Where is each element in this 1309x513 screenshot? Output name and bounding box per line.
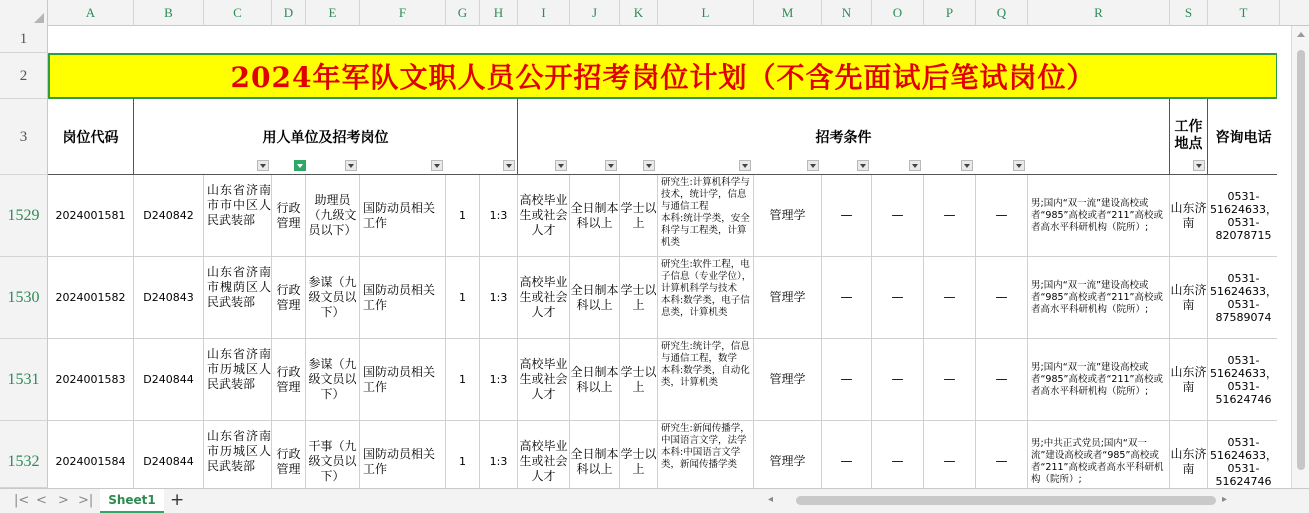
filter-dropdown-icon[interactable] xyxy=(345,160,357,171)
record-3-q-text: — xyxy=(995,372,1008,386)
filter-dropdown-icon[interactable] xyxy=(857,160,869,171)
record-3-majors[interactable] xyxy=(658,339,754,421)
record-3-phone[interactable] xyxy=(1208,339,1277,421)
scroll-up-icon[interactable] xyxy=(1297,32,1305,37)
record-1-majors-text: 研究生:计算机科学与技术，统计学，信息与通信工程 本科:统计学类，安全科学与工程类，计算机类 xyxy=(661,177,750,248)
header-work-place-text: 工作地点 xyxy=(1174,119,1203,152)
record-4-code[interactable] xyxy=(48,421,134,488)
record-1-unit-code-text: D240842 xyxy=(143,209,194,222)
record-4-p-text: — xyxy=(943,454,956,468)
sheet-title: 2024年军队文职人员公开招考岗位计划（不含先面试后笔试岗位） xyxy=(230,61,1096,94)
record-4-unit[interactable] xyxy=(204,421,272,488)
record-3-unit[interactable] xyxy=(204,339,272,421)
column-header-e[interactable]: E xyxy=(306,0,360,26)
record-2-code[interactable] xyxy=(48,257,134,339)
record-1-major-field-text: 国防动员相关工作 xyxy=(363,200,436,230)
record-4-degree-text: 学士以上 xyxy=(620,446,657,476)
record-4-n[interactable] xyxy=(822,421,872,488)
record-4-ratio-text: 1:3 xyxy=(489,455,508,468)
column-header-n[interactable]: N xyxy=(822,0,872,26)
record-1-q[interactable] xyxy=(976,175,1028,257)
record-2-o-text: — xyxy=(891,290,904,304)
record-4-major-field-text: 国防动员相关工作 xyxy=(363,446,436,476)
header-post-code[interactable] xyxy=(48,99,134,175)
header-unit-and-post[interactable] xyxy=(134,99,518,175)
record-3-other[interactable] xyxy=(1028,339,1170,421)
filter-dropdown-icon[interactable] xyxy=(503,160,515,171)
record-2-ratio-text: 1:3 xyxy=(489,291,508,304)
filter-dropdown-icon[interactable] xyxy=(555,160,567,171)
record-1-count[interactable] xyxy=(446,175,480,257)
first-sheet-icon[interactable]: |< xyxy=(14,493,30,508)
record-3-source[interactable] xyxy=(518,339,570,421)
column-header-c[interactable]: C xyxy=(204,0,272,26)
filter-dropdown-icon[interactable] xyxy=(1193,160,1205,171)
record-4-education[interactable] xyxy=(570,421,620,488)
column-header-bar xyxy=(0,0,1309,26)
record-1-n[interactable] xyxy=(822,175,872,257)
record-2-other[interactable] xyxy=(1028,257,1170,339)
record-3-o[interactable] xyxy=(872,339,924,421)
record-3-ratio[interactable] xyxy=(480,339,518,421)
record-1-education-text: 全日制本科以上 xyxy=(570,200,619,230)
record-4-degree[interactable] xyxy=(620,421,658,488)
record-3-source-text: 高校毕业生或社会人才 xyxy=(519,357,568,401)
record-3-phone-text: 0531-51624633，0531-51624746 xyxy=(1210,353,1277,406)
filter-dropdown-icon[interactable] xyxy=(643,160,655,171)
record-4-o[interactable] xyxy=(872,421,924,488)
row-header-1532[interactable]: 1532 xyxy=(0,421,48,488)
header-phone[interactable] xyxy=(1208,99,1277,175)
add-sheet-button[interactable]: + xyxy=(170,490,185,510)
record-4-source-text: 高校毕业生或社会人才 xyxy=(519,439,568,483)
column-header-j[interactable]: J xyxy=(570,0,620,26)
filter-dropdown-icon[interactable] xyxy=(739,160,751,171)
column-header-s[interactable]: S xyxy=(1170,0,1208,26)
record-3-q[interactable] xyxy=(976,339,1028,421)
record-1-code-text: 2024001581 xyxy=(55,209,126,222)
record-3-other-text: 男;国内“双一流”建设高校或者“985”高校或者“211”高校或者高水平科研机构（院所）; xyxy=(1031,361,1163,397)
record-1-source[interactable] xyxy=(518,175,570,257)
column-header-g[interactable]: G xyxy=(446,0,480,26)
record-2-phone[interactable] xyxy=(1208,257,1277,339)
record-4-place[interactable] xyxy=(1170,421,1208,488)
record-4-place-text: 山东济南 xyxy=(1170,446,1207,476)
record-3-major-field[interactable] xyxy=(360,339,446,421)
record-1-p[interactable] xyxy=(924,175,976,257)
record-2-degree-text: 学士以上 xyxy=(620,282,657,312)
record-4-phone[interactable] xyxy=(1208,421,1277,488)
record-2-education-text: 全日制本科以上 xyxy=(570,282,619,312)
record-2-count[interactable] xyxy=(446,257,480,339)
record-2-major-field[interactable] xyxy=(360,257,446,339)
record-3-n[interactable] xyxy=(822,339,872,421)
record-4-other-text: 男;中共正式党员;国内“双一流”建设高校或者“985”高校或者“211”高校或者高水平科研机构（院所）; xyxy=(1031,437,1164,485)
scroll-left-icon[interactable]: ◂ xyxy=(768,494,774,505)
record-1-major-field[interactable] xyxy=(360,175,446,257)
record-4-o-text: — xyxy=(891,454,904,468)
record-1-p-text: — xyxy=(943,208,956,222)
row-header-1531[interactable]: 1531 xyxy=(0,339,48,421)
select-all-corner[interactable] xyxy=(0,0,48,26)
record-1-degree[interactable] xyxy=(620,175,658,257)
column-header-m[interactable]: M xyxy=(754,0,822,26)
record-1-subject[interactable] xyxy=(754,175,822,257)
record-4-other[interactable] xyxy=(1028,421,1170,488)
header-post-code-text: 岗位代码 xyxy=(62,130,119,146)
scroll-thumb[interactable] xyxy=(1297,50,1305,470)
record-3-count-text: 1 xyxy=(459,373,466,386)
record-4-unit-text: 山东省济南市历城区人民武装部 xyxy=(207,429,271,473)
record-2-category[interactable] xyxy=(272,257,306,339)
record-1-unit-text: 山东省济南市市中区人民武装部 xyxy=(207,183,271,227)
record-4-unit-code[interactable] xyxy=(134,421,204,488)
row-header-1529[interactable]: 1529 xyxy=(0,175,48,257)
column-header-k[interactable]: K xyxy=(620,0,658,26)
record-3-p[interactable] xyxy=(924,339,976,421)
record-1-source-text: 高校毕业生或社会人才 xyxy=(519,193,568,237)
record-2-source[interactable] xyxy=(518,257,570,339)
record-3-unit-code[interactable] xyxy=(134,339,204,421)
record-4-q[interactable] xyxy=(976,421,1028,488)
column-header-p[interactable]: P xyxy=(924,0,976,26)
record-3-ratio-text: 1:3 xyxy=(489,373,508,386)
record-2-ratio[interactable] xyxy=(480,257,518,339)
record-1-code[interactable] xyxy=(48,175,134,257)
record-2-place-text: 山东济南 xyxy=(1170,282,1207,312)
record-1-category[interactable] xyxy=(272,175,306,257)
sheet-tab-sheet1[interactable]: Sheet1 xyxy=(100,489,164,513)
record-2-n-text: — xyxy=(840,290,853,304)
record-3-subject[interactable] xyxy=(754,339,822,421)
active-filter-icon[interactable] xyxy=(294,160,306,171)
record-1-majors[interactable] xyxy=(658,175,754,257)
sheet-tab-bar xyxy=(0,488,1309,513)
record-4-source[interactable] xyxy=(518,421,570,488)
record-4-education-text: 全日制本科以上 xyxy=(570,446,619,476)
prev-sheet-icon[interactable]: < xyxy=(36,493,47,508)
record-4-major-field[interactable] xyxy=(360,421,446,488)
record-2-education[interactable] xyxy=(570,257,620,339)
record-3-unit-text: 山东省济南市历城区人民武装部 xyxy=(207,347,271,391)
record-1-ratio-text: 1:3 xyxy=(489,209,508,222)
record-3-category[interactable] xyxy=(272,339,306,421)
record-2-n[interactable] xyxy=(822,257,872,339)
record-3-major-field-text: 国防动员相关工作 xyxy=(363,364,436,394)
record-2-majors-text: 研究生:软件工程，电子信息（专业学位），计算机科学与技术 本科:数学类，电子信息类，计算机类 xyxy=(661,259,752,318)
record-4-p[interactable] xyxy=(924,421,976,488)
record-1-post[interactable] xyxy=(306,175,360,257)
record-4-post[interactable] xyxy=(306,421,360,488)
record-3-code[interactable] xyxy=(48,339,134,421)
column-header-b[interactable]: B xyxy=(134,0,204,26)
record-4-code-text: 2024001584 xyxy=(55,455,126,468)
column-header-a[interactable]: A xyxy=(48,0,134,26)
filter-dropdown-icon[interactable] xyxy=(807,160,819,171)
record-4-n-text: — xyxy=(840,454,853,468)
record-4-count[interactable] xyxy=(446,421,480,488)
record-3-n-text: — xyxy=(840,372,853,386)
vertical-scrollbar[interactable] xyxy=(1291,26,1309,488)
record-3-count[interactable] xyxy=(446,339,480,421)
record-1-ratio[interactable] xyxy=(480,175,518,257)
record-4-count-text: 1 xyxy=(459,455,466,468)
record-4-q-text: — xyxy=(995,454,1008,468)
row-header-2[interactable]: 2 xyxy=(0,53,48,99)
record-4-majors[interactable] xyxy=(658,421,754,488)
record-1-other-text: 男;国内“双一流”建设高校或者“985”高校或者“211”高校或者高水平科研机构（院所）; xyxy=(1031,197,1163,233)
record-4-post-text: 干事（九级文员以下） xyxy=(308,439,357,483)
filter-dropdown-icon[interactable] xyxy=(909,160,921,171)
record-3-category-text: 行政管理 xyxy=(276,364,301,394)
record-1-phone[interactable] xyxy=(1208,175,1277,257)
column-header-q[interactable]: Q xyxy=(976,0,1028,26)
record-2-p-text: — xyxy=(943,290,956,304)
record-3-place[interactable] xyxy=(1170,339,1208,421)
record-1-place-text: 山东济南 xyxy=(1170,200,1207,230)
column-header-o[interactable]: O xyxy=(872,0,924,26)
record-2-subject-text: 管理学 xyxy=(769,290,806,304)
row-header-1530[interactable]: 1530 xyxy=(0,257,48,339)
header-phone-text: 咨询电话 xyxy=(1215,130,1272,146)
filter-dropdown-icon[interactable] xyxy=(1013,160,1025,171)
column-header-f[interactable]: F xyxy=(360,0,446,26)
record-2-unit-code-text: D240843 xyxy=(143,291,194,304)
record-1-other[interactable] xyxy=(1028,175,1170,257)
record-2-q[interactable] xyxy=(976,257,1028,339)
record-3-education-text: 全日制本科以上 xyxy=(570,364,619,394)
record-2-category-text: 行政管理 xyxy=(276,282,301,312)
record-1-subject-text: 管理学 xyxy=(769,208,806,222)
filter-dropdown-icon[interactable] xyxy=(431,160,443,171)
record-1-o-text: — xyxy=(891,208,904,222)
header-conditions-text: 招考条件 xyxy=(815,130,872,146)
column-header-i[interactable]: I xyxy=(518,0,570,26)
title-cell[interactable] xyxy=(48,53,1277,99)
record-3-majors-text: 研究生:统计学，信息与通信工程，数学 本科:数学类，自动化类，计算机类 xyxy=(661,341,750,388)
record-4-category[interactable] xyxy=(272,421,306,488)
horizontal-scroll-thumb[interactable] xyxy=(796,496,1216,505)
record-2-place[interactable] xyxy=(1170,257,1208,339)
record-2-majors[interactable] xyxy=(658,257,754,339)
record-2-other-text: 男;国内“双一流”建设高校或者“985”高校或者“211”高校或者高水平科研机构（院所）; xyxy=(1031,279,1163,315)
record-1-place[interactable] xyxy=(1170,175,1208,257)
row-header-1[interactable]: 1 xyxy=(0,26,48,53)
record-3-post[interactable] xyxy=(306,339,360,421)
record-1-q-text: — xyxy=(995,208,1008,222)
record-2-post-text: 参谋（九级文员以下） xyxy=(308,275,357,319)
record-2-code-text: 2024001582 xyxy=(55,291,126,304)
record-4-majors-text: 研究生:新闻传播学，中国语言文学，法学 本科:中国语言文学类，新闻传播学类 xyxy=(661,423,750,470)
record-4-phone-text: 0531-51624633，0531-51624746 xyxy=(1210,435,1277,488)
record-2-major-field-text: 国防动员相关工作 xyxy=(363,282,436,312)
record-2-degree[interactable] xyxy=(620,257,658,339)
next-sheet-icon[interactable]: > xyxy=(58,493,69,508)
record-1-count-text: 1 xyxy=(459,209,466,222)
column-header-t[interactable]: T xyxy=(1208,0,1280,26)
record-4-ratio[interactable] xyxy=(480,421,518,488)
record-3-degree-text: 学士以上 xyxy=(620,364,657,394)
record-2-p[interactable] xyxy=(924,257,976,339)
record-2-subject[interactable] xyxy=(754,257,822,339)
record-2-phone-text: 0531-51624633，0531-87589074 xyxy=(1210,271,1277,324)
record-2-unit[interactable] xyxy=(204,257,272,339)
record-4-subject[interactable] xyxy=(754,421,822,488)
record-4-unit-code-text: D240844 xyxy=(143,455,194,468)
record-1-category-text: 行政管理 xyxy=(276,200,301,230)
record-2-post[interactable] xyxy=(306,257,360,339)
record-3-o-text: — xyxy=(891,372,904,386)
column-header-l[interactable]: L xyxy=(658,0,754,26)
record-3-degree[interactable] xyxy=(620,339,658,421)
record-2-o[interactable] xyxy=(872,257,924,339)
record-3-unit-code-text: D240844 xyxy=(143,373,194,386)
record-2-unit-text: 山东省济南市槐荫区人民武装部 xyxy=(207,265,271,309)
header-unit-and-post-text: 用人单位及招考岗位 xyxy=(262,130,389,146)
record-1-n-text: — xyxy=(840,208,853,222)
record-3-subject-text: 管理学 xyxy=(769,372,806,386)
record-2-q-text: — xyxy=(995,290,1008,304)
record-2-count-text: 1 xyxy=(459,291,466,304)
record-4-category-text: 行政管理 xyxy=(276,446,301,476)
record-3-education[interactable] xyxy=(570,339,620,421)
column-header-r[interactable]: R xyxy=(1028,0,1170,26)
record-2-source-text: 高校毕业生或社会人才 xyxy=(519,275,568,319)
record-3-code-text: 2024001583 xyxy=(55,373,126,386)
filter-dropdown-icon[interactable] xyxy=(605,160,617,171)
column-header-d[interactable]: D xyxy=(272,0,306,26)
filter-dropdown-icon[interactable] xyxy=(257,160,269,171)
column-header-h[interactable]: H xyxy=(480,0,518,26)
record-3-place-text: 山东济南 xyxy=(1170,364,1207,394)
last-sheet-icon[interactable]: >| xyxy=(78,493,94,508)
spreadsheet-grid xyxy=(48,26,1277,488)
record-4-subject-text: 管理学 xyxy=(769,454,806,468)
record-1-post-text: 助理员（九级文员以下） xyxy=(308,193,357,237)
record-1-unit-code[interactable] xyxy=(134,175,204,257)
scroll-right-icon[interactable]: ▸ xyxy=(1222,494,1228,505)
record-1-phone-text: 0531-51624633，0531-82078715 xyxy=(1210,189,1277,242)
record-3-p-text: — xyxy=(943,372,956,386)
row-header-3[interactable]: 3 xyxy=(0,99,48,175)
filter-dropdown-icon[interactable] xyxy=(961,160,973,171)
record-1-o[interactable] xyxy=(872,175,924,257)
record-2-unit-code[interactable] xyxy=(134,257,204,339)
record-3-post-text: 参谋（九级文员以下） xyxy=(308,357,357,401)
record-1-degree-text: 学士以上 xyxy=(620,200,657,230)
record-1-education[interactable] xyxy=(570,175,620,257)
record-1-unit[interactable] xyxy=(204,175,272,257)
